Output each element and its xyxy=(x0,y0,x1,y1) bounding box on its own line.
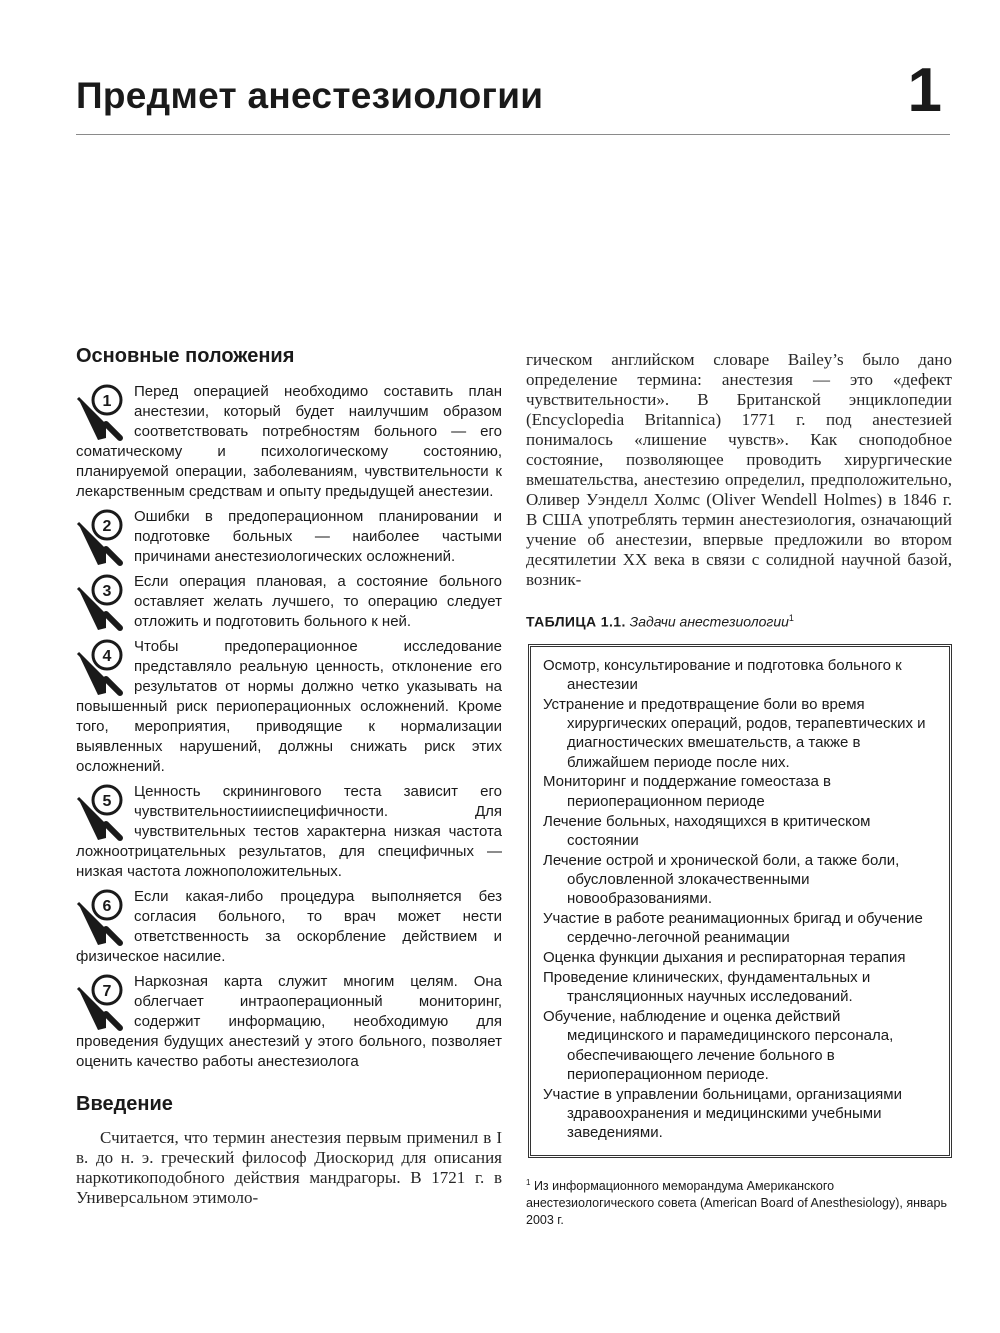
svg-text:5: 5 xyxy=(102,793,112,810)
key-point-2 xyxy=(76,507,502,567)
key-points-heading: Основные положения xyxy=(76,345,295,367)
table-label: ТАБЛИЦА 1.1. xyxy=(526,613,626,630)
footnote-mark: 1 xyxy=(526,1178,531,1188)
key-point-6 xyxy=(76,887,502,967)
key-point-text: Наркозная карта служит многим целям. Она облегчает интраоперационный мониторинг, содержит информацию, необходимую для проведения будущих анестезий у этого больного, позволяет оценить качество работы анестезиолога xyxy=(76,973,502,1070)
table-row: Мониторинг и поддержание гомеостаза в периоперационном периоде xyxy=(543,773,831,810)
key-point-marker-icon xyxy=(76,974,128,1032)
chapter-number: 1 xyxy=(907,56,942,125)
table-row: Осмотр, консультирование и подготовка больного к анестезии xyxy=(543,656,902,693)
table-row: Участие в работе реанимационных бригад и обучение сердечно-легочной реанимации xyxy=(543,910,923,947)
introduction-paragraph: Считается, что термин анестезия первым применил в I в. до н. э. греческий философ Диоскорид для описания наркотикоподобного действия мандрагоры. В 1721 г. в Универсальном этимоло- xyxy=(76,1128,502,1207)
chapter-title: Предмет анестезиологии xyxy=(76,75,544,116)
footnote xyxy=(526,1174,952,1229)
svg-text:7: 7 xyxy=(102,983,112,1000)
header-divider xyxy=(76,134,950,135)
table-row: Участие в управлении больницами, организациями здравоохранения и медицинскими учебными заведениями. xyxy=(543,1085,902,1142)
table-caption xyxy=(526,608,952,632)
key-point-marker-icon xyxy=(76,509,128,567)
svg-text:2: 2 xyxy=(102,518,112,535)
key-point-1 xyxy=(76,382,502,502)
right-column xyxy=(526,350,952,1229)
table-box xyxy=(528,644,952,1158)
introduction-paragraph-continued: гическом английском словаре Bailey’s было дано определение термина: анестезия — это «дефект чувствительности». В Британской энциклопедии (Encyclopedia Britannica) 1771 г. под анестезией понималось «лишение чувств». Как сноподобное состояние, позволяющее проводить хирургические вмешательства, анестезию определил, предположительно, Оливер Уэнделл Холмс (Oliver Wendell Holmes) в 1846 г. В США употреблять термин анестезиология, означающий учение об анестезии, впервые предложили во втором десятилетии XX века в связи с солидной научной базой, возник- xyxy=(526,350,952,589)
key-point-text: Если какая-либо процедура выполняется без согласия больного, то врач может нести ответственность за оскорбление действием и физическое насилие. xyxy=(76,888,502,965)
left-column xyxy=(76,342,502,1208)
svg-text:1: 1 xyxy=(102,393,112,410)
key-point-text: Чтобы предоперационное исследование представляло реальную ценность, отклонение его результатов от нормы должно четко указывать на повышенный риск периоперационных осложнений. Кроме того, мероприятия, приводящие к нормализации выявленных нарушений, должны снижать риск этих осложнений. xyxy=(76,638,502,775)
key-point-text: Ошибки в предоперационном планировании и подготовке больных — наиболее частыми причинами анестезиологических осложнений. xyxy=(134,508,502,565)
key-point-marker-icon xyxy=(76,384,128,442)
table-title: Задачи анестезиологии xyxy=(629,613,789,630)
key-point-text: Перед операцией необходимо составить план анестезии, который будет наилучшим образом соответствовать потребностям больного — его соматическому и психологическому состоянию, планируемой операции, заболеваниям, чувствительности к лекарственным средствам и опыту предыдущей анестезии. xyxy=(76,383,502,500)
svg-text:6: 6 xyxy=(102,898,112,915)
table-row: Проведение клинических, фундаментальных и трансляционных научных исследований. xyxy=(543,968,871,1006)
key-point-text: Ценность скринингового теста зависит его чувствительностиииспецифичности. Для чувствительных тестов характерна низкая частота ложноотрицательных результатов, для специфичных — низкая частота ложноположительных. xyxy=(76,783,502,880)
table-row: Лечение больных, находящихся в критическом состоянии xyxy=(543,812,871,849)
table-row: Оценка функции дыхания и респираторная терапия xyxy=(543,949,906,967)
table-row: Обучение, наблюдение и оценка действий медицинского и парамедицинского персонала, обеспечивающего лечение больного в периоперационном периоде. xyxy=(543,1008,894,1083)
table-row: Лечение острой и хронической боли, а также боли, обусловленной злокачественными новообразованиями. xyxy=(543,851,900,908)
key-points-list xyxy=(76,382,502,1072)
key-point-marker-icon xyxy=(76,784,128,842)
key-point-marker-icon xyxy=(76,889,128,947)
introduction-heading: Введение xyxy=(76,1093,173,1115)
table-task-list xyxy=(543,656,937,1143)
table-footnote-mark: 1 xyxy=(788,613,794,623)
svg-text:4: 4 xyxy=(102,648,112,665)
key-point-4 xyxy=(76,637,502,777)
key-point-marker-icon xyxy=(76,639,128,697)
key-point-3 xyxy=(76,572,502,632)
key-point-5 xyxy=(76,782,502,882)
key-point-text: Если операция плановая, а состояние больного оставляет желать лучшего, то операцию следует отложить и подготовить больного к ней. xyxy=(134,573,502,630)
key-point-marker-icon xyxy=(76,574,128,632)
key-point-7 xyxy=(76,972,502,1072)
footnote-text: Из информационного меморандума Американского анестезиологического совета (American Board of Anesthesiology), январь 2003 г. xyxy=(526,1179,947,1228)
svg-text:3: 3 xyxy=(102,583,112,600)
table-row: Устранение и предотвращение боли во время хирургических операций, родов, терапевтических и диагностических вмешательств, а также в ближайшем периоде после них. xyxy=(543,695,926,771)
